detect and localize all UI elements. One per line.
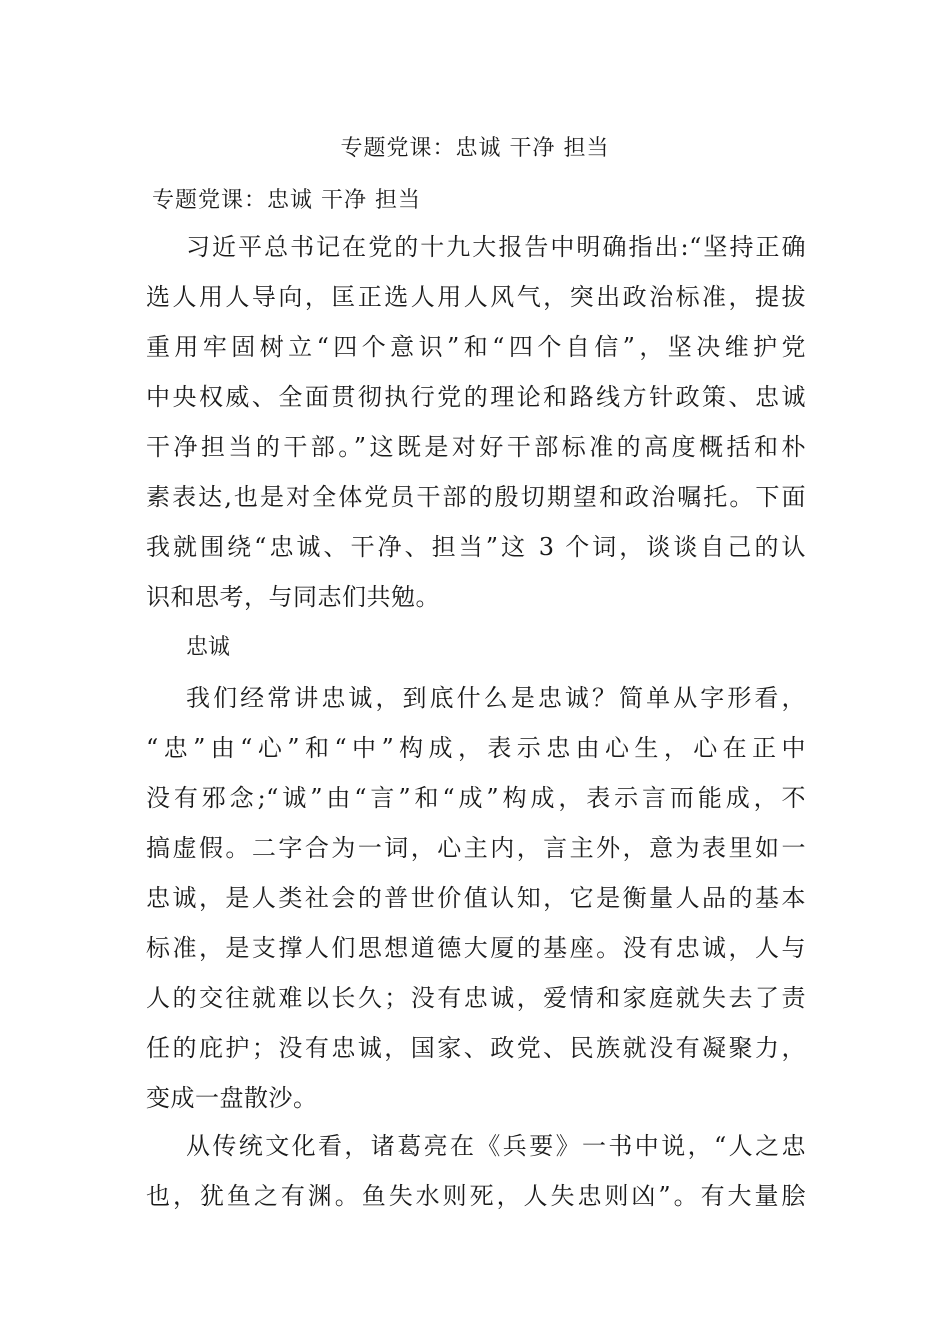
paragraph-loyalty-meaning [146, 673, 806, 1123]
text-line: 人的交往就难以长久；没有忠诚，爱情和家庭就失去了责 [146, 984, 806, 1012]
document-title: 专题党课：忠诚 干净 担当 [340, 136, 610, 161]
text-line: 素表达,也是对全体党员干部的殷切期望和政治嘱托。下面 [146, 483, 806, 511]
text-line: 变成一盘散沙。 [146, 1084, 318, 1112]
text-line: 忠诚，是人类社会的普世价值认知，它是衡量人品的基本 [146, 884, 806, 912]
document-subtitle: 专题党课：忠诚 干净 担当 [152, 188, 421, 213]
text-line: 从传统文化看，诸葛亮在《兵要》一书中说，“人之忠 [186, 1132, 806, 1160]
text-line: 识和思考，与同志们共勉。 [146, 583, 440, 611]
text-line: 选人用人导向，匡正选人用人风气，突出政治标准，提拔 [146, 283, 806, 311]
paragraph-traditional-culture [146, 1121, 806, 1221]
paragraph-intro [146, 222, 806, 622]
section-heading-loyalty: 忠诚 [186, 635, 231, 660]
text-line: 没有邪念;“诚”由“言”和“成”构成，表示言而能成，不 [146, 784, 806, 812]
text-line: “忠”由“心”和“中”构成，表示忠由心生，心在正中 [146, 734, 806, 762]
text-line: 干净担当的干部。”这既是对好干部标准的高度概括和朴 [146, 433, 806, 461]
text-line: 重用牢固树立“四个意识”和“四个自信”，坚决维护党 [146, 333, 806, 361]
text-line: 我们经常讲忠诚，到底什么是忠诚？简单从字形看， [186, 684, 806, 712]
text-line: 也，犹鱼之有渊。鱼失水则死，人失忠则凶”。有大量脍 [146, 1182, 806, 1210]
text-line: 中央权威、全面贯彻执行党的理论和路线方针政策、忠诚 [146, 383, 806, 411]
text-line: 搞虚假。二字合为一词，心主内，言主外，意为表里如一 [146, 834, 806, 862]
text-line: 习近平总书记在党的十九大报告中明确指出:“坚持正确 [186, 233, 806, 261]
text-line: 我就围绕“忠诚、干净、担当”这 3 个词，谈谈自己的认 [146, 533, 806, 561]
text-line: 标准，是支撑人们思想道德大厦的基座。没有忠诚，人与 [146, 934, 806, 962]
text-line: 任的庇护；没有忠诚，国家、政党、民族就没有凝聚力， [146, 1034, 806, 1062]
